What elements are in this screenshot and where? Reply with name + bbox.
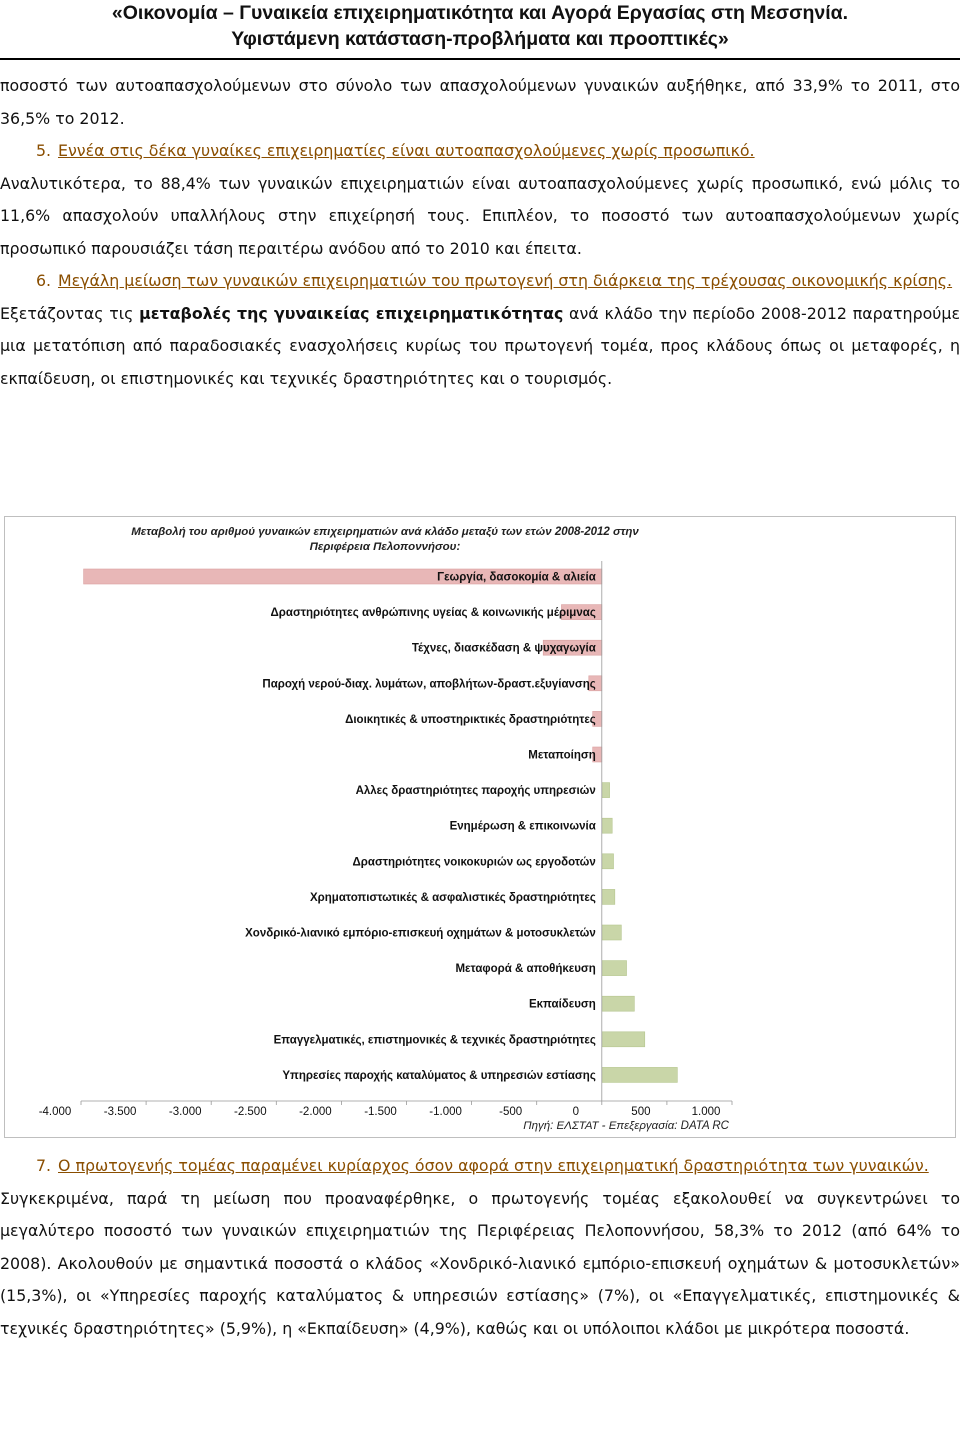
section-number: 7. xyxy=(36,1156,52,1175)
paragraph-6-rest: ανά κλάδο την περίοδο 2008-2012 παρατηρούμε μια μετατόπιση από παραδοσιακές ενασχολήσεις κυρίως του πρωτογενή τομέα, προς κλάδους όπως οι μεταφορές, η εκπαίδευση, οι επιστημονικές και τεχνικές δραστηριότητες και ο τουρισμός. xyxy=(0,303,960,388)
category-label: Χονδρικό-λιανικό εμπόριο-επισκευή οχημάτων & μοτοσυκλετών xyxy=(245,927,596,940)
bar xyxy=(602,996,635,1011)
tick-label: -3.000 xyxy=(168,1106,202,1118)
section-number: 6. xyxy=(36,271,52,290)
category-label: Τέχνες, διασκέδαση & ψυχαγωγία xyxy=(411,642,596,655)
header-line-2: Υφιστάμενη κατάσταση-προβλήματα και προοπτικές» xyxy=(231,28,729,50)
category-label: Υπηρεσίες παροχής καταλύματος & υπηρεσιών εστίασης xyxy=(282,1069,596,1082)
category-label: Γεωργία, δασοκομία & αλιεία xyxy=(437,571,596,584)
bar xyxy=(602,925,622,940)
tick-label: 1.000 xyxy=(691,1106,721,1118)
section-title: Μεγάλη μείωση των γυναικών επιχειρηματιών του πρωτογενή στη διάρκεια της τρέχουσας οικονομικής κρίσης. xyxy=(58,271,953,290)
paragraph-5: Αναλυτικότερα, το 88,4% των γυναικών επιχειρηματιών είναι αυτοαπασχολούμενες χωρίς προσωπικό, ενώ μόλις το 11,6% απασχολούν υπαλλήλους στην επιχείρησή τους. Επιπλέον, το ποσοστό των αυτοαπασχολούμενων χωρίς προσωπικό παρουσιάζει τάση περαιτέρω ανόδου από το 2010 και έπειτα. xyxy=(0,173,960,258)
category-label: Μεταφορά & αποθήκευση xyxy=(455,963,596,976)
paragraph-7: Συγκεκριμένα, παρά τη μείωση που προαναφέρθηκε, ο πρωτογενής τομέας εξακολουθεί να συγκεντρώνει το μεγαλύτερο ποσοστό των γυναικών επιχειρηματιών της Περιφέρειας Πελοποννήσου, 58,3% το 2012 (από 64% το 2008). Ακολουθούν με σημαντικά ποσοστά ο κλάδος «Χονδρικό-λιανικό εμπόριο-επισκευή οχημάτων & μοτοσυκλετών» (15,3%), οι «Υπηρεσίες παροχής καταλύματος & υπηρεσιών εστίασης» (7%), οι «Επαγγελματικές, επιστημονικές & τεχνικές δραστηριότητες» (5,9%), η «Εκπαίδευση» (4,9%), καθώς και οι υπόλοιποι κλάδοι με μικρότερα ποσοστά. xyxy=(0,1188,960,1338)
tick-label: -2.500 xyxy=(233,1106,267,1118)
tick-label: -4.000 xyxy=(38,1106,72,1118)
section-heading-7 xyxy=(0,1150,960,1183)
category-label: Επαγγελματικές, επιστημονικές & τεχνικές δραστηριότητες xyxy=(273,1034,596,1047)
section-heading-5 xyxy=(0,135,960,168)
bar xyxy=(602,1067,678,1082)
chart-source: Πηγή: ΕΛΣΤΑΤ - Επεξεργασία: DATA RC xyxy=(523,1120,729,1132)
chart-title-line-1: Μεταβολή του αριθμού γυναικών επιχειρηματιών ανά κλάδο μεταξύ των ετών 2008-2012 στην xyxy=(131,526,639,538)
category-label: Δραστηριότητες νοικοκυριών ως εργοδοτών xyxy=(352,856,596,869)
bar xyxy=(602,854,614,869)
header-line-1: «Οικονομία – Γυναικεία επιχειρηματικότητα και Αγορά Εργασίας στη Μεσσηνία. xyxy=(111,2,849,24)
section-title: Ο πρωτογενής τομέας παραμένει κυρίαρχος όσον αφορά στην επιχειρηματική δραστηριότητα των γυναικών. xyxy=(58,1156,929,1175)
tick-label: -2.000 xyxy=(299,1106,332,1118)
category-label: Μεταποίηση xyxy=(528,749,596,762)
category-label: Ενημέρωση & επικοινωνία xyxy=(449,820,596,833)
category-label: Δραστηριότητες ανθρώπινης υγείας & κοινωνικής μέριμνας xyxy=(270,607,596,620)
tick-label: 0 xyxy=(572,1106,580,1118)
page-top xyxy=(0,0,960,395)
section-number: 5. xyxy=(36,141,52,160)
tick-label: -1.000 xyxy=(429,1106,462,1118)
category-label: Διοικητικές & υποστηρικτικές δραστηριότητες xyxy=(345,713,596,726)
chart-title-line-2: Περιφέρεια Πελοποννήσου: xyxy=(309,541,461,553)
bar xyxy=(602,961,627,976)
paragraph-6 xyxy=(0,298,960,396)
tick-label: 500 xyxy=(631,1106,651,1118)
bar xyxy=(602,783,610,798)
paragraph-6-bold: μεταβολές της γυναικείας επιχειρηματικότητας xyxy=(139,303,564,323)
bar xyxy=(602,889,615,904)
tick-label: -1.500 xyxy=(364,1106,397,1118)
tick-label: -3.500 xyxy=(103,1106,137,1118)
category-label: Αλλες δραστηριότητες παροχής υπηρεσιών xyxy=(355,785,596,798)
change-by-sector-chart xyxy=(4,516,956,1138)
category-label: Εκπαίδευση xyxy=(528,998,596,1011)
bar xyxy=(602,818,612,833)
section-heading-6 xyxy=(0,265,960,298)
category-label: Παροχή νερού-διαχ. λυμάτων, αποβλήτων-δραστ.εξυγίανσης xyxy=(262,678,596,691)
intro-paragraph: ποσοστό των αυτοαπασχολούμενων στο σύνολο των απασχολούμενων γυναικών αυξήθηκε, από 33,9% το 2011, στο 36,5% το 2012. xyxy=(0,76,960,128)
paragraph-6-lead: Εξετάζοντας τις xyxy=(0,303,140,323)
document-header xyxy=(0,0,960,52)
chart-plot xyxy=(5,517,955,1137)
section-title: Εννέα στις δέκα γυναίκες επιχειρηματίες είναι αυτοαπασχολούμενες χωρίς προσωπικό. xyxy=(58,141,755,160)
category-label: Χρηματοπιστωτικές & ασφαλιστικές δραστηριότητες xyxy=(309,891,596,904)
bar xyxy=(602,1032,645,1047)
tick-label: -500 xyxy=(499,1106,523,1118)
page-bottom xyxy=(0,1150,960,1345)
